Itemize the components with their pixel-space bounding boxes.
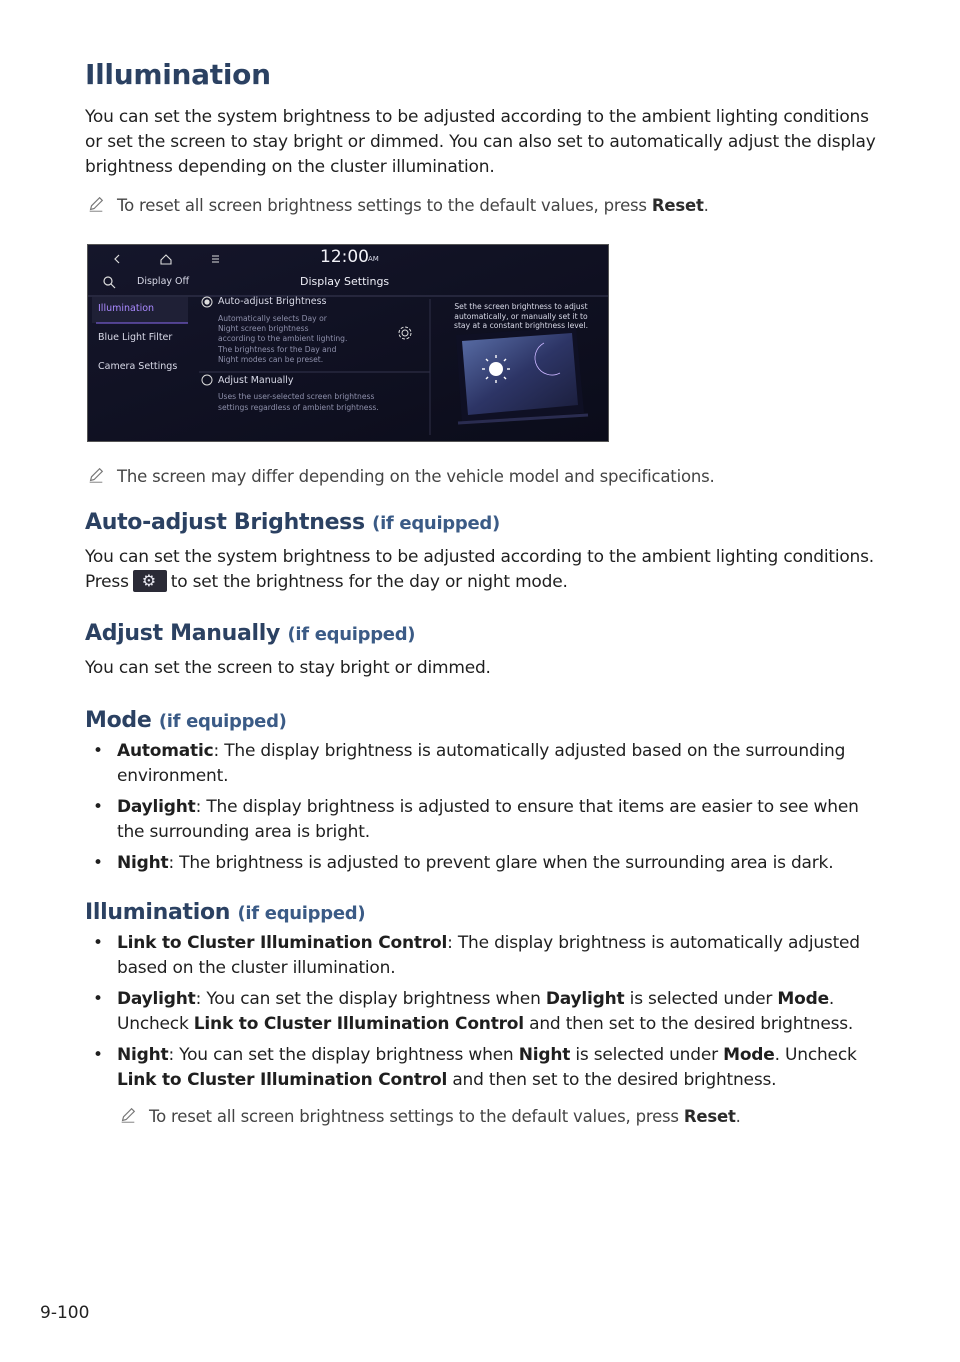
page-number: 9-100 [40,1303,90,1323]
list-item: • Link to Cluster Illumination Control: The display brightness is automatically adjusted based on the cluster illumination. [85,931,875,981]
menu-item-camera: Camera Settings [98,361,178,372]
section-text: You can set the system brightness to be adjusted according to the ambient lighting conditions. Press ⚙ to set the brightness for the day or night mode. [85,547,874,592]
opt-manual-desc: Uses the user-selected screen brightness settings regardless of ambient brightness. [218,392,379,412]
intro-paragraph: You can set the system brightness to be adjusted according to the ambient lighting conditions or set the screen to stay bright or dimmed. You can also set to automatically adjust the display brightness depending on the cluster illumination. [85,107,876,177]
list-item: • Night: You can set the display brightness when Night is selected under Mode. Uncheck Link to Cluster Illumination Control and then set to the desired brightness. [85,1043,875,1093]
list-item: • Night: The brightness is adjusted to prevent glare when the surrounding area is dark. [85,851,875,876]
display-off-button: Display Off [137,276,190,287]
opt-manual-title: Adjust Manually [218,375,294,386]
screen-time: 12:00 [320,247,369,267]
section-title: Mode (if equipped) [85,708,287,733]
section-auto-adjust [85,510,885,595]
section-illumination [85,900,875,1129]
screen-header-title: Display Settings [300,275,390,288]
section-title: Adjust Manually (if equipped) [85,621,416,646]
opt-auto-desc: Automatically selects Day or Night screen brightness according to the ambient lighting. The brightness for the Day and Night modes can be preset. [218,314,348,364]
pencil-icon [119,1106,137,1124]
gear-icon: ⚙ [133,570,167,592]
opt-auto-title: Auto-adjust Brightness [218,296,327,307]
menu-item-illumination: Illumination [98,303,155,314]
section-title: Illumination (if equipped) [85,900,366,925]
section-mode [85,708,875,876]
list-item: • Daylight: You can set the display brightness when Daylight is selected under Mode. Uncheck Link to Cluster Illumination Control and then set to the desired brightness. [85,987,875,1037]
section-title: Auto-adjust Brightness (if equipped) [85,510,500,535]
section-adjust-manually [85,621,885,681]
pencil-icon [87,466,105,484]
pencil-icon [87,195,105,213]
menu-item-blue-light: Blue Light Filter [98,332,173,343]
list-item: • Daylight: The display brightness is adjusted to ensure that items are easier to see when the surrounding area is bright. [85,795,875,845]
display-settings-screenshot [87,244,609,442]
list-item: • Automatic: The display brightness is automatically adjusted based on the surrounding environment. [85,739,875,789]
help-text: Set the screen brightness to adjust automatically, or manually set it to stay at a constant brightness level. [454,302,588,331]
note-reset: To reset all screen brightness settings to the default values, press Reset. [117,1105,875,1129]
section-text: You can set the screen to stay bright or dimmed. [85,658,491,678]
page-content [85,58,885,218]
note-reset: To reset all screen brightness settings to the default values, press Reset. [85,194,885,218]
note-screen: The screen may differ depending on the vehicle model and specifications. [85,465,917,489]
page-title: Illumination [85,58,271,91]
screen-ampm: AM [368,255,379,263]
